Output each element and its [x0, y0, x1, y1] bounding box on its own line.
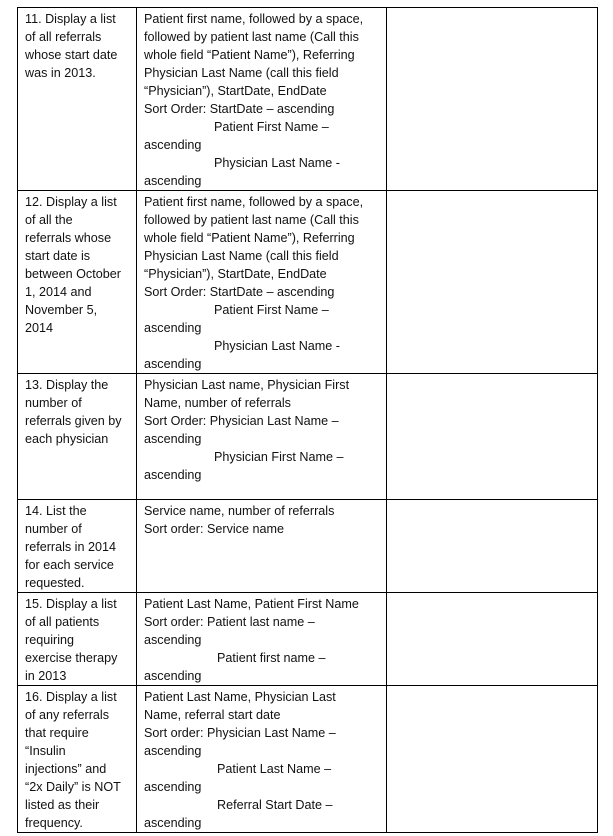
- task-cell: [18, 191, 137, 374]
- task-line: each physician: [25, 432, 109, 446]
- task-line: 11. Display a list: [25, 12, 116, 26]
- spec-line: Physician Last Name (call this field: [144, 66, 339, 80]
- spec-line: Sort Order: StartDate – ascending: [144, 102, 335, 116]
- task-line: frequency.: [25, 816, 83, 830]
- task-line: was in 2013.: [25, 66, 96, 80]
- table-row: [18, 8, 598, 191]
- task-line: 13. Display the: [25, 378, 109, 392]
- spec-line: “Physician”), StartDate, EndDate: [144, 267, 327, 281]
- task-line: of all referrals: [25, 30, 102, 44]
- task-line: 14. List the: [25, 504, 87, 518]
- task-line: exercise therapy: [25, 651, 118, 665]
- spec-line: Patient Last Name –: [217, 762, 332, 776]
- table-row: [18, 686, 598, 833]
- spec-line: Patient First Name –: [214, 303, 329, 317]
- spec-line: ascending: [144, 174, 202, 188]
- spec-line: Name, number of referrals: [144, 396, 291, 410]
- spec-line: ascending: [144, 138, 202, 152]
- spec-line: ascending: [144, 744, 202, 758]
- task-line: requiring: [25, 633, 75, 647]
- spec-line: ascending: [144, 357, 202, 371]
- task-line: 15. Display a list: [25, 597, 117, 611]
- task-line: 12. Display a list: [25, 195, 117, 209]
- task-line: referrals given by: [25, 414, 122, 428]
- task-line: listed as their: [25, 798, 100, 812]
- spec-line: ascending: [144, 669, 202, 683]
- task-cell: [18, 8, 137, 191]
- spec-line: ascending: [144, 780, 202, 794]
- answer-cell[interactable]: [387, 191, 598, 374]
- spec-line: whole field “Patient Name”), Referring: [144, 48, 355, 62]
- answer-cell[interactable]: [387, 500, 598, 593]
- spec-line: ascending: [144, 432, 202, 446]
- task-cell: [18, 500, 137, 593]
- spec-line: Patient first name –: [217, 651, 326, 665]
- task-line: referrals in 2014: [25, 540, 117, 554]
- query-requirements-table: [17, 7, 598, 833]
- spec-line: Sort Order: StartDate – ascending: [144, 285, 335, 299]
- spec-line: followed by patient last name (Call this: [144, 213, 359, 227]
- spec-cell: [137, 686, 387, 833]
- task-line: start date is: [25, 249, 91, 263]
- answer-cell[interactable]: [387, 374, 598, 500]
- spec-line: Physician First Name –: [214, 450, 344, 464]
- spec-line: Sort order: Patient last name –: [144, 615, 315, 629]
- spec-line: Patient first name, followed by a space,: [144, 12, 364, 26]
- spec-line: Name, referral start date: [144, 708, 281, 722]
- task-line: November 5,: [25, 303, 98, 317]
- spec-line: Physician Last Name (call this field: [144, 249, 339, 263]
- spec-line: whole field “Patient Name”), Referring: [144, 231, 355, 245]
- spec-cell: [137, 8, 387, 191]
- spec-cell: [137, 374, 387, 500]
- task-line: requested.: [25, 576, 85, 590]
- task-cell: [18, 593, 137, 686]
- spec-line: ascending: [144, 321, 202, 335]
- task-cell: [18, 686, 137, 833]
- spec-line: Service name, number of referrals: [144, 504, 335, 518]
- spec-line: ascending: [144, 816, 202, 830]
- task-line: of all the: [25, 213, 73, 227]
- spec-line: followed by patient last name (Call this: [144, 30, 359, 44]
- spec-line: Sort order: Service name: [144, 522, 284, 536]
- task-cell: [18, 374, 137, 500]
- task-line: referrals whose: [25, 231, 112, 245]
- table-row: [18, 593, 598, 686]
- spec-cell: [137, 500, 387, 593]
- spec-line: Sort Order: Physician Last Name –: [144, 414, 339, 428]
- spec-line: Sort order: Physician Last Name –: [144, 726, 336, 740]
- task-line: whose start date: [25, 48, 118, 62]
- answer-cell[interactable]: [387, 686, 598, 833]
- task-line: number of: [25, 396, 82, 410]
- spec-line: Referral Start Date –: [217, 798, 333, 812]
- task-line: “2x Daily” is NOT: [25, 780, 121, 794]
- spec-line: “Physician”), StartDate, EndDate: [144, 84, 327, 98]
- table-row: [18, 500, 598, 593]
- spec-line: Patient Last Name, Patient First Name: [144, 597, 359, 611]
- task-line: “Insulin: [25, 744, 66, 758]
- answer-cell[interactable]: [387, 593, 598, 686]
- spec-cell: [137, 191, 387, 374]
- task-line: 2014: [25, 321, 54, 335]
- task-line: 16. Display a list: [25, 690, 117, 704]
- spec-cell: [137, 593, 387, 686]
- answer-cell[interactable]: [387, 8, 598, 191]
- spec-line: Physician Last Name -: [214, 156, 340, 170]
- spec-line: ascending: [144, 468, 202, 482]
- task-line: of any referrals: [25, 708, 109, 722]
- task-line: of all patients: [25, 615, 100, 629]
- table-row: [18, 191, 598, 374]
- task-line: that require: [25, 726, 89, 740]
- spec-line: Patient First Name –: [214, 120, 329, 134]
- spec-line: ascending: [144, 633, 202, 647]
- task-line: for each service: [25, 558, 114, 572]
- spec-line: Patient first name, followed by a space,: [144, 195, 364, 209]
- spec-line: Patient Last Name, Physician Last: [144, 690, 336, 704]
- table-row: [18, 374, 598, 500]
- task-line: injections” and: [25, 762, 107, 776]
- task-line: 1, 2014 and: [25, 285, 92, 299]
- spec-line: Physician Last Name -: [214, 339, 340, 353]
- task-line: number of: [25, 522, 82, 536]
- spec-line: Physician Last name, Physician First: [144, 378, 350, 392]
- task-line: between October: [25, 267, 121, 281]
- task-line: in 2013: [25, 669, 67, 683]
